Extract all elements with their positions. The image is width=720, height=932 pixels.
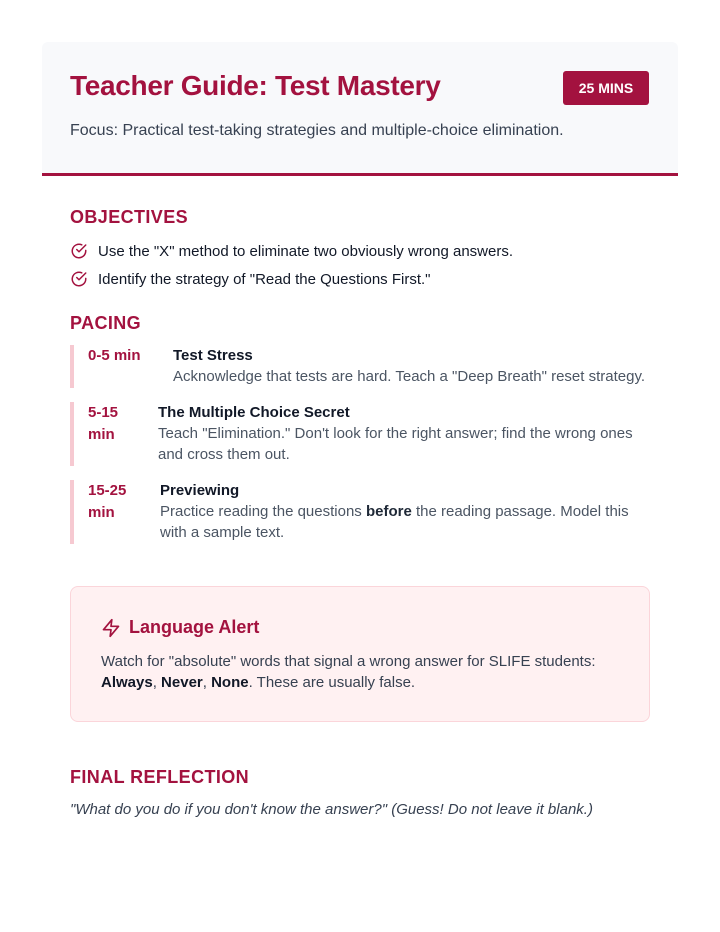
alert-separator: , <box>152 674 162 691</box>
alert-word: Always <box>101 674 153 691</box>
objective-text: Use the "X" method to eliminate two obviously wrong answers. <box>98 242 514 260</box>
pacing-item <box>70 402 633 466</box>
pacing-time-line: min <box>88 504 115 521</box>
pacing-title-text: Previewing <box>160 482 240 499</box>
check-circle-icon <box>70 242 88 260</box>
pacing-desc: with a sample text. <box>160 524 285 541</box>
duration-badge: 25 MINS <box>563 71 649 105</box>
pacing-item <box>70 345 645 388</box>
objective-text: Identify the strategy of "Read the Questions First." <box>98 270 431 288</box>
alert-separator: , <box>202 674 212 691</box>
pacing-time <box>88 402 158 466</box>
final-reflection-text: "What do you do if you don't know the answer?" (Guess! Do not leave it blank.) <box>70 801 593 818</box>
pacing-body <box>158 402 633 466</box>
alert-text-part: . These are usually false. <box>248 674 416 691</box>
header <box>42 42 678 176</box>
page-title: Teacher Guide: Test Mastery <box>70 70 441 101</box>
final-reflection-title: FINAL REFLECTION <box>70 767 250 787</box>
pacing-desc <box>160 501 629 522</box>
objective-item <box>70 242 513 260</box>
pacing-body <box>160 480 629 544</box>
pacing-title: PACING <box>70 313 142 333</box>
pacing-time: 0-5 min <box>88 347 141 364</box>
focus-text: Focus: Practical test-taking strategies and multiple-choice elimination. <box>70 122 564 139</box>
pacing-desc: Teach "Elimination." Don't look for the right answer; find the wrong ones <box>158 425 633 442</box>
pacing-time-line: 5-15 <box>88 404 119 421</box>
alert-word: Never <box>161 674 203 691</box>
lightning-icon <box>101 618 121 638</box>
objective-item <box>70 270 430 288</box>
pacing-body <box>173 345 645 388</box>
pacing-item <box>70 480 629 544</box>
alert-text <box>101 651 631 693</box>
pacing-desc: Acknowledge that tests are hard. Teach a "Deep Breath" reset strategy. <box>173 368 646 385</box>
alert-text-part: Watch for "absolute" words that signal a wrong answer for SLIFE students: <box>101 653 596 670</box>
pacing-desc: and cross them out. <box>158 446 290 463</box>
pacing-desc-emphasis: before <box>365 503 412 520</box>
pacing-desc-part: Practice reading the questions <box>160 503 366 520</box>
pacing-title-text: Test Stress <box>173 347 253 364</box>
pacing-title-text: The Multiple Choice Secret <box>158 404 350 421</box>
alert-heading <box>101 617 259 638</box>
check-circle-icon <box>70 270 88 288</box>
alert-title: Language Alert <box>129 617 260 637</box>
objectives-title: OBJECTIVES <box>70 207 189 227</box>
pacing-time-line: min <box>88 426 115 443</box>
pacing-time <box>88 480 160 544</box>
pacing-time-line: 15-25 <box>88 482 127 499</box>
pacing-desc-part: the reading passage. Model this <box>411 503 629 520</box>
alert-word: None <box>211 674 249 691</box>
language-alert-box <box>70 586 650 722</box>
